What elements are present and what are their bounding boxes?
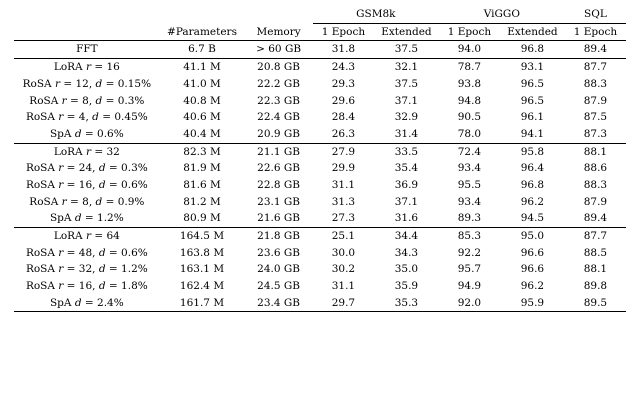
- cell-memory: 22.4 GB: [257, 111, 300, 124]
- column-header-row: [14, 23, 626, 41]
- table-row: [14, 126, 626, 143]
- cell-viggo-1epoch: 94.9: [457, 280, 482, 293]
- cell-sql-1epoch: 89.4: [583, 43, 608, 56]
- cell-viggo-1epoch: 85.3: [439, 227, 500, 244]
- cell-viggo-extended: 95.8: [500, 143, 565, 160]
- cell-viggo-extended: 96.2: [520, 280, 545, 293]
- cell-gsm8k-extended: 36.9: [394, 178, 419, 191]
- row-label-method: RoSA r = 8, d = 0.9%: [29, 195, 145, 208]
- cell-parameters: 161.7 M: [160, 295, 245, 312]
- table-row: [14, 210, 626, 227]
- cell-memory: 23.4 GB: [244, 295, 313, 312]
- cell-parameters: 163.8 M: [179, 246, 225, 259]
- cell-gsm8k-1epoch: 30.0: [331, 246, 356, 259]
- table-row: [14, 177, 626, 194]
- col-header-viggo-extended: Extended: [500, 23, 565, 41]
- cell-viggo-extended: 96.6: [520, 246, 545, 259]
- cell-sql-1epoch: 88.3: [583, 77, 608, 90]
- table-row: [14, 227, 626, 244]
- col-header-parameters: #Parameters: [160, 23, 245, 41]
- cell-memory: > 60 GB: [256, 43, 302, 56]
- cell-gsm8k-extended: 34.3: [394, 246, 419, 259]
- cell-viggo-1epoch: 93.8: [457, 77, 482, 90]
- cell-parameters: 163.1 M: [179, 263, 225, 276]
- cell-viggo-extended: 94.1: [520, 127, 545, 140]
- table-head: [14, 6, 626, 41]
- method-col-header: [14, 23, 160, 41]
- table-row: [14, 143, 626, 160]
- cell-viggo-extended: 96.5: [520, 77, 545, 90]
- cell-memory: 22.3 GB: [257, 94, 300, 107]
- cell-gsm8k-1epoch: 29.3: [331, 77, 356, 90]
- col-header-sql-1epoch: 1 Epoch: [565, 23, 626, 41]
- cell-memory: 20.8 GB: [244, 59, 313, 76]
- row-label-method: FFT: [76, 43, 98, 56]
- table-row: [14, 59, 626, 76]
- cell-viggo-extended: 96.8: [520, 43, 545, 56]
- cell-viggo-extended: 95.9: [500, 295, 565, 312]
- cell-viggo-1epoch: 93.4: [457, 195, 482, 208]
- cell-memory: 22.6 GB: [257, 162, 300, 175]
- cell-sql-1epoch: 88.3: [583, 178, 608, 191]
- group-header-gsm8k: GSM8k: [313, 6, 439, 23]
- row-label-method: SpA d = 1.2%: [49, 212, 124, 225]
- cell-viggo-extended: 96.6: [520, 263, 545, 276]
- cell-viggo-extended: 96.5: [520, 94, 545, 107]
- parameters-col-spacer: [160, 6, 245, 23]
- cell-viggo-extended: 96.1: [520, 111, 545, 124]
- cell-viggo-extended: 95.0: [500, 227, 565, 244]
- cell-gsm8k-extended: 35.4: [394, 162, 419, 175]
- cell-viggo-1epoch: 78.0: [457, 127, 482, 140]
- row-label-method: SpA d = 2.4%: [14, 295, 160, 312]
- cell-parameters: 81.2 M: [183, 195, 221, 208]
- cell-gsm8k-1epoch: 26.3: [331, 127, 356, 140]
- cell-viggo-1epoch: 90.5: [457, 111, 482, 124]
- cell-sql-1epoch: 87.5: [583, 111, 608, 124]
- table-row: [14, 261, 626, 278]
- cell-gsm8k-extended: 35.0: [394, 263, 419, 276]
- cell-gsm8k-extended: 32.1: [374, 59, 439, 76]
- cell-sql-1epoch: 89.5: [565, 295, 626, 312]
- cell-sql-1epoch: 87.3: [583, 127, 608, 140]
- table-row: [14, 76, 626, 93]
- cell-viggo-extended: 96.8: [520, 178, 545, 191]
- row-label-method: LoRA r = 64: [14, 227, 160, 244]
- cell-gsm8k-1epoch: 28.4: [331, 111, 356, 124]
- cell-memory: 20.9 GB: [257, 127, 300, 140]
- cell-gsm8k-1epoch: 31.1: [331, 178, 356, 191]
- table-row: [14, 278, 626, 295]
- cell-gsm8k-extended: 35.3: [374, 295, 439, 312]
- row-label-method: RoSA r = 48, d = 0.6%: [25, 246, 148, 259]
- cell-gsm8k-1epoch: 27.3: [331, 212, 356, 225]
- cell-memory: 24.5 GB: [257, 280, 300, 293]
- cell-memory: 21.8 GB: [244, 227, 313, 244]
- col-header-gsm8k-extended: Extended: [374, 23, 439, 41]
- row-label-method: RoSA r = 24, d = 0.3%: [25, 162, 148, 175]
- cell-parameters: 82.3 M: [160, 143, 245, 160]
- cell-viggo-1epoch: 94.8: [457, 94, 482, 107]
- cell-gsm8k-1epoch: 29.6: [331, 94, 356, 107]
- cell-viggo-1epoch: 95.7: [457, 263, 482, 276]
- row-label-method: RoSA r = 4, d = 0.45%: [25, 111, 148, 124]
- table-row: [14, 160, 626, 177]
- cell-gsm8k-1epoch: 24.3: [313, 59, 374, 76]
- group-header-sql: SQL: [565, 6, 626, 23]
- cell-gsm8k-extended: 37.5: [394, 43, 419, 56]
- table-body: [14, 41, 626, 312]
- row-label-method: RoSA r = 16, d = 0.6%: [25, 178, 148, 191]
- cell-viggo-1epoch: 95.5: [457, 178, 482, 191]
- cell-gsm8k-extended: 34.4: [374, 227, 439, 244]
- row-label-method: RoSA r = 32, d = 1.2%: [25, 263, 148, 276]
- cell-parameters: 81.6 M: [183, 178, 221, 191]
- cell-gsm8k-extended: 37.5: [394, 77, 419, 90]
- cell-gsm8k-extended: 37.1: [394, 195, 419, 208]
- group-header-row: [14, 6, 626, 23]
- cell-gsm8k-1epoch: 31.8: [331, 43, 356, 56]
- cell-gsm8k-extended: 37.1: [394, 94, 419, 107]
- cell-gsm8k-extended: 31.6: [394, 212, 419, 225]
- cell-gsm8k-extended: 31.4: [394, 127, 419, 140]
- cell-parameters: 40.4 M: [183, 127, 221, 140]
- cell-sql-1epoch: 88.6: [583, 162, 608, 175]
- cell-viggo-1epoch: 94.0: [457, 43, 482, 56]
- col-header-viggo-1epoch: 1 Epoch: [439, 23, 500, 41]
- cell-sql-1epoch: 89.4: [583, 212, 608, 225]
- memory-col-spacer: [244, 6, 313, 23]
- table-row: [14, 92, 626, 109]
- cell-gsm8k-1epoch: 25.1: [313, 227, 374, 244]
- cell-parameters: 81.9 M: [183, 162, 221, 175]
- row-label-method: RoSA r = 16, d = 1.8%: [25, 280, 148, 293]
- row-label-method: RoSA r = 12, d = 0.15%: [22, 77, 152, 90]
- cell-viggo-1epoch: 93.4: [457, 162, 482, 175]
- row-label-method: LoRA r = 32: [14, 143, 160, 160]
- row-label-method: SpA d = 0.6%: [49, 127, 124, 140]
- cell-viggo-1epoch: 72.4: [439, 143, 500, 160]
- cell-viggo-1epoch: 92.2: [457, 246, 482, 259]
- cell-sql-1epoch: 87.7: [565, 59, 626, 76]
- cell-parameters: 164.5 M: [160, 227, 245, 244]
- method-col-header-spacer: [14, 6, 160, 23]
- cell-sql-1epoch: 87.9: [583, 195, 608, 208]
- cell-memory: 23.1 GB: [257, 195, 300, 208]
- cell-viggo-1epoch: 89.3: [457, 212, 482, 225]
- row-label-method: RoSA r = 8, d = 0.3%: [29, 94, 145, 107]
- cell-viggo-extended: 96.4: [520, 162, 545, 175]
- cell-gsm8k-extended: 33.5: [374, 143, 439, 160]
- cell-memory: 21.1 GB: [244, 143, 313, 160]
- cell-gsm8k-1epoch: 30.2: [331, 263, 356, 276]
- cell-parameters: 162.4 M: [179, 280, 225, 293]
- table-row: [14, 295, 626, 312]
- cell-parameters: 40.8 M: [183, 94, 221, 107]
- cell-memory: 22.2 GB: [257, 77, 300, 90]
- table-row: [14, 245, 626, 262]
- cell-parameters: 41.0 M: [183, 77, 221, 90]
- col-header-memory: Memory: [244, 23, 313, 41]
- cell-sql-1epoch: 88.5: [583, 246, 608, 259]
- cell-sql-1epoch: 88.1: [583, 263, 608, 276]
- cell-gsm8k-1epoch: 29.7: [313, 295, 374, 312]
- cell-gsm8k-1epoch: 27.9: [313, 143, 374, 160]
- cell-parameters: 41.1 M: [160, 59, 245, 76]
- row-label-method: LoRA r = 16: [14, 59, 160, 76]
- cell-sql-1epoch: 89.8: [583, 280, 608, 293]
- table-row: [14, 109, 626, 126]
- col-header-gsm8k-1epoch: 1 Epoch: [313, 23, 374, 41]
- results-table: [14, 6, 626, 312]
- cell-viggo-1epoch: 78.7: [439, 59, 500, 76]
- cell-gsm8k-1epoch: 31.3: [331, 195, 356, 208]
- cell-viggo-extended: 96.2: [520, 195, 545, 208]
- cell-parameters: 40.6 M: [183, 111, 221, 124]
- cell-sql-1epoch: 87.7: [565, 227, 626, 244]
- cell-gsm8k-extended: 32.9: [394, 111, 419, 124]
- cell-memory: 21.6 GB: [257, 212, 300, 225]
- cell-sql-1epoch: 87.9: [583, 94, 608, 107]
- cell-gsm8k-1epoch: 29.9: [331, 162, 356, 175]
- cell-parameters: 80.9 M: [183, 212, 221, 225]
- cell-parameters: 6.7 B: [188, 43, 216, 56]
- table-row: [14, 194, 626, 211]
- table-row: [14, 41, 626, 59]
- cell-gsm8k-1epoch: 31.1: [331, 280, 356, 293]
- cell-gsm8k-extended: 35.9: [394, 280, 419, 293]
- group-header-viggo: ViGGO: [439, 6, 565, 23]
- cell-memory: 22.8 GB: [257, 178, 300, 191]
- cell-viggo-extended: 93.1: [500, 59, 565, 76]
- cell-memory: 23.6 GB: [257, 246, 300, 259]
- cell-viggo-extended: 94.5: [520, 212, 545, 225]
- cell-viggo-1epoch: 92.0: [439, 295, 500, 312]
- cell-memory: 24.0 GB: [257, 263, 300, 276]
- cell-sql-1epoch: 88.1: [565, 143, 626, 160]
